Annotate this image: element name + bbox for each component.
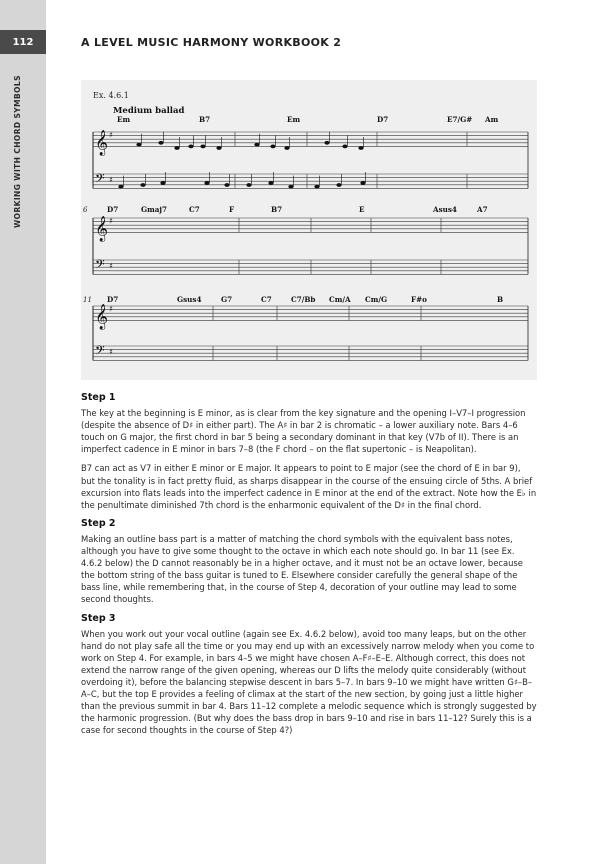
bass-clef-icon: 𝄢 <box>95 170 105 189</box>
chord-symbol: B7 <box>271 205 283 214</box>
melody-note <box>158 141 163 145</box>
bass-note <box>118 185 123 189</box>
bar-number: 6 <box>83 206 88 214</box>
bass-note <box>224 183 229 187</box>
paragraph: Making an outline bass part is a matter of matching the chord symbols with the equivalent bass notes, although you have to give some thought to the octave in which each note should go. In bar 11 (see Ex. 4.6.2 below) the D cannot reasonably be in a higher octave, and it must not be an octave lower, because the bottom string of the bass guitar is tuned to E. Elsewhere consider carefully the general shape of the bass line, while remembering that, in the course of Step 4, decoration of your outline may lead to some second thoughts. <box>81 533 523 605</box>
chord-symbol: Gsus4 <box>177 295 202 304</box>
bass-clef-icon: 𝄢 <box>95 342 105 361</box>
chord-symbol: E7/G# <box>447 115 473 124</box>
chord-symbol: D7 <box>377 115 389 124</box>
bass-note <box>268 181 273 185</box>
treble-clef-icon: 𝄞 <box>95 130 109 156</box>
key-signature-sharp-icon: ♯ <box>109 347 113 357</box>
melody-note <box>324 141 329 145</box>
treble-clef-icon: 𝄞 <box>95 216 109 242</box>
chord-symbol: D7 <box>107 205 119 214</box>
bar-number: 11 <box>83 296 92 304</box>
melody-note <box>342 145 347 149</box>
bass-note <box>160 181 165 185</box>
chord-symbol: F <box>229 205 235 214</box>
chord-symbol: B <box>497 295 504 304</box>
paragraph: B7 can act as V7 in either E minor or E major. It appears to point to E major (see the chord of E in bar 9), but the tonality is in fact pretty fluid, as sharps disappear in the course of the ensuing circle of 5ths. A brief excursion into flats leads into the imperfect cadence in E minor at the end of the extract. Note how the E♭ in the penultimate diminished 7th chord is the enharmonic equivalent of the D♯ in the final chord. <box>81 463 537 510</box>
melody-note <box>216 146 221 150</box>
bass-note <box>360 181 365 185</box>
melody-note <box>358 146 363 150</box>
key-signature-sharp-icon: ♯ <box>109 304 113 314</box>
paragraph: When you work out your vocal outline (again see Ex. 4.6.2 below), avoid too many leaps, but on the other hand do not play safe all the time or you may end up with an excessively narrow melody when you come to work on Step 4. For example, in bars 4–5 we might have chosen A–F♯–E–E. Although correct, this does not extend the narrow range of the given opening, whereas our D lifts the melody quite considerably (without overdoing it), before the balancing stepwise descent in bars 5–7. In bars 9–10 we might have written G♯–B–A–C, but the top E provides a feeling of climax at the start of the new section, by going just a little higher than the previous summit in bar 4. Bars 11–12 complete a melodic sequence which is strongly suggested by the harmonic progression. (But why does the bass drop in bars 9–10 and rise in bars 11–12? Surely this is a case for second thoughts in the course of Step 4?) <box>81 628 537 736</box>
melody-note <box>136 143 141 147</box>
step-heading: Step 1 <box>81 392 116 403</box>
chord-symbol: Cm/G <box>365 295 388 304</box>
tempo-marking: Medium ballad <box>113 106 185 116</box>
melody-note <box>270 145 275 149</box>
melody-note <box>200 145 205 149</box>
step-2-section <box>81 518 537 606</box>
chord-symbol: C7/Bb <box>291 295 316 304</box>
chord-symbol: A7 <box>477 205 488 214</box>
bass-note <box>336 183 341 187</box>
chord-symbol: B7 <box>199 115 211 124</box>
bass-note <box>288 185 293 189</box>
chord-symbol: Em <box>117 115 131 124</box>
chord-symbol: Gmaj7 <box>141 205 168 214</box>
melody-note <box>254 143 259 147</box>
score-svg <box>81 80 537 380</box>
key-signature-sharp-icon: ♯ <box>109 175 113 185</box>
chord-symbol: Asus4 <box>433 205 457 214</box>
music-example <box>81 80 537 380</box>
paragraph: The key at the beginning is E minor, as is clear from the key signature and the opening I–V7–I progression (despite the absence of D♯ in either part). The A♯ in bar 2 is chromatic – a lower auxiliary note. Bars 4–6 touch on G major, the first chord in bar 5 being a secondary dominant in that key (V7b of II). There is an imperfect cadence in E minor in bars 7–8 (the F chord – on the flat supertonic – is Neapolitan). <box>81 408 526 455</box>
example-label: Ex. 4.6.1 <box>93 91 129 100</box>
page-number: 112 <box>0 30 46 54</box>
chord-symbol: Cm/A <box>329 295 351 304</box>
side-tab <box>0 0 46 864</box>
melody-note <box>188 145 193 149</box>
key-signature-sharp-icon: ♯ <box>109 130 113 140</box>
chord-symbol: F#o <box>411 295 427 304</box>
bass-note <box>314 185 319 189</box>
chord-symbol: Em <box>287 115 301 124</box>
melody-note <box>284 146 289 150</box>
step-3-section <box>81 613 537 737</box>
bass-clef-icon: 𝄢 <box>95 256 105 275</box>
step-heading: Step 2 <box>81 517 116 529</box>
treble-clef-icon: 𝄞 <box>95 304 109 330</box>
chord-symbol: D7 <box>107 295 119 304</box>
chord-symbol: G7 <box>221 295 233 304</box>
chord-symbol: E <box>359 205 365 214</box>
bass-note <box>204 181 209 185</box>
key-signature-sharp-icon: ♯ <box>109 216 113 226</box>
bass-note <box>140 183 145 187</box>
bass-note <box>246 183 251 187</box>
melody-note <box>174 146 179 150</box>
step-heading: Step 3 <box>81 612 116 624</box>
section-side-label: WORKING WITH CHORD SYMBOLS <box>13 75 22 228</box>
key-signature-sharp-icon: ♯ <box>109 261 113 271</box>
chord-symbol: Am <box>485 115 499 124</box>
body-text <box>81 392 537 743</box>
chord-symbol: C7 <box>189 205 200 214</box>
step-1-section <box>81 392 537 511</box>
running-head: A LEVEL MUSIC HARMONY WORKBOOK 2 <box>81 36 342 49</box>
chord-symbol: C7 <box>261 295 272 304</box>
